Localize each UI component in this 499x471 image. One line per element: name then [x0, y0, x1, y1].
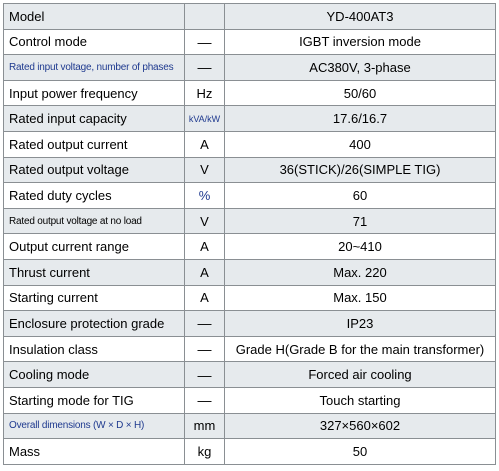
row-value: Max. 220: [225, 259, 496, 285]
row-value: Max. 150: [225, 285, 496, 311]
row-unit: [185, 4, 225, 30]
table-row: [4, 55, 496, 81]
row-label: Enclosure protection grade: [4, 311, 185, 337]
table-row: [4, 336, 496, 362]
row-label: Rated output voltage: [4, 157, 185, 183]
table-row: [4, 234, 496, 260]
table-row: [4, 4, 496, 30]
row-value: 50: [225, 439, 496, 465]
row-label: Rated input capacity: [4, 106, 185, 132]
row-value: Touch starting: [225, 387, 496, 413]
row-unit: —: [185, 362, 225, 388]
row-unit: —: [185, 29, 225, 55]
row-label: Control mode: [4, 29, 185, 55]
row-label: Mass: [4, 439, 185, 465]
row-unit: —: [185, 55, 225, 81]
row-value: 50/60: [225, 80, 496, 106]
row-unit: kg: [185, 439, 225, 465]
row-label: Rated input voltage, number of phases: [4, 55, 185, 81]
table-row: [4, 439, 496, 465]
table-row: [4, 285, 496, 311]
row-unit: A: [185, 234, 225, 260]
row-unit: Hz: [185, 80, 225, 106]
table-row: [4, 131, 496, 157]
row-unit: —: [185, 336, 225, 362]
row-value: 36(STICK)/26(SIMPLE TIG): [225, 157, 496, 183]
row-label: Overall dimensions (W × D × H): [4, 413, 185, 439]
row-label: Model: [4, 4, 185, 30]
row-unit: mm: [185, 413, 225, 439]
row-label: Starting mode for TIG: [4, 387, 185, 413]
row-value: 17.6/16.7: [225, 106, 496, 132]
row-value: 60: [225, 183, 496, 209]
row-value: IGBT inversion mode: [225, 29, 496, 55]
table-row: [4, 413, 496, 439]
table-row: [4, 208, 496, 234]
row-label: Output current range: [4, 234, 185, 260]
row-label: Thrust current: [4, 259, 185, 285]
row-label: Cooling mode: [4, 362, 185, 388]
table-row: [4, 80, 496, 106]
row-unit: A: [185, 259, 225, 285]
row-label: Rated duty cycles: [4, 183, 185, 209]
table-row: [4, 311, 496, 337]
row-label: Insulation class: [4, 336, 185, 362]
row-unit: V: [185, 208, 225, 234]
row-value: Forced air cooling: [225, 362, 496, 388]
row-value: 400: [225, 131, 496, 157]
row-unit: V: [185, 157, 225, 183]
row-unit: kVA/kW: [185, 106, 225, 132]
table-row: [4, 106, 496, 132]
row-label: Rated output current: [4, 131, 185, 157]
row-label: Input power frequency: [4, 80, 185, 106]
row-unit: %: [185, 183, 225, 209]
table-row: [4, 183, 496, 209]
row-unit: —: [185, 311, 225, 337]
row-unit: A: [185, 285, 225, 311]
row-unit: A: [185, 131, 225, 157]
row-unit: —: [185, 387, 225, 413]
row-value: 327×560×602: [225, 413, 496, 439]
table-row: [4, 362, 496, 388]
row-value: IP23: [225, 311, 496, 337]
row-value: 71: [225, 208, 496, 234]
row-value: 20~410: [225, 234, 496, 260]
row-label: Rated output voltage at no load: [4, 208, 185, 234]
row-value: AC380V, 3-phase: [225, 55, 496, 81]
row-value: YD-400AT3: [225, 4, 496, 30]
row-label: Starting current: [4, 285, 185, 311]
table-row: [4, 387, 496, 413]
spec-table: [3, 3, 496, 465]
table-row: [4, 29, 496, 55]
table-row: [4, 259, 496, 285]
table-row: [4, 157, 496, 183]
row-value: Grade H(Grade B for the main transformer): [225, 336, 496, 362]
